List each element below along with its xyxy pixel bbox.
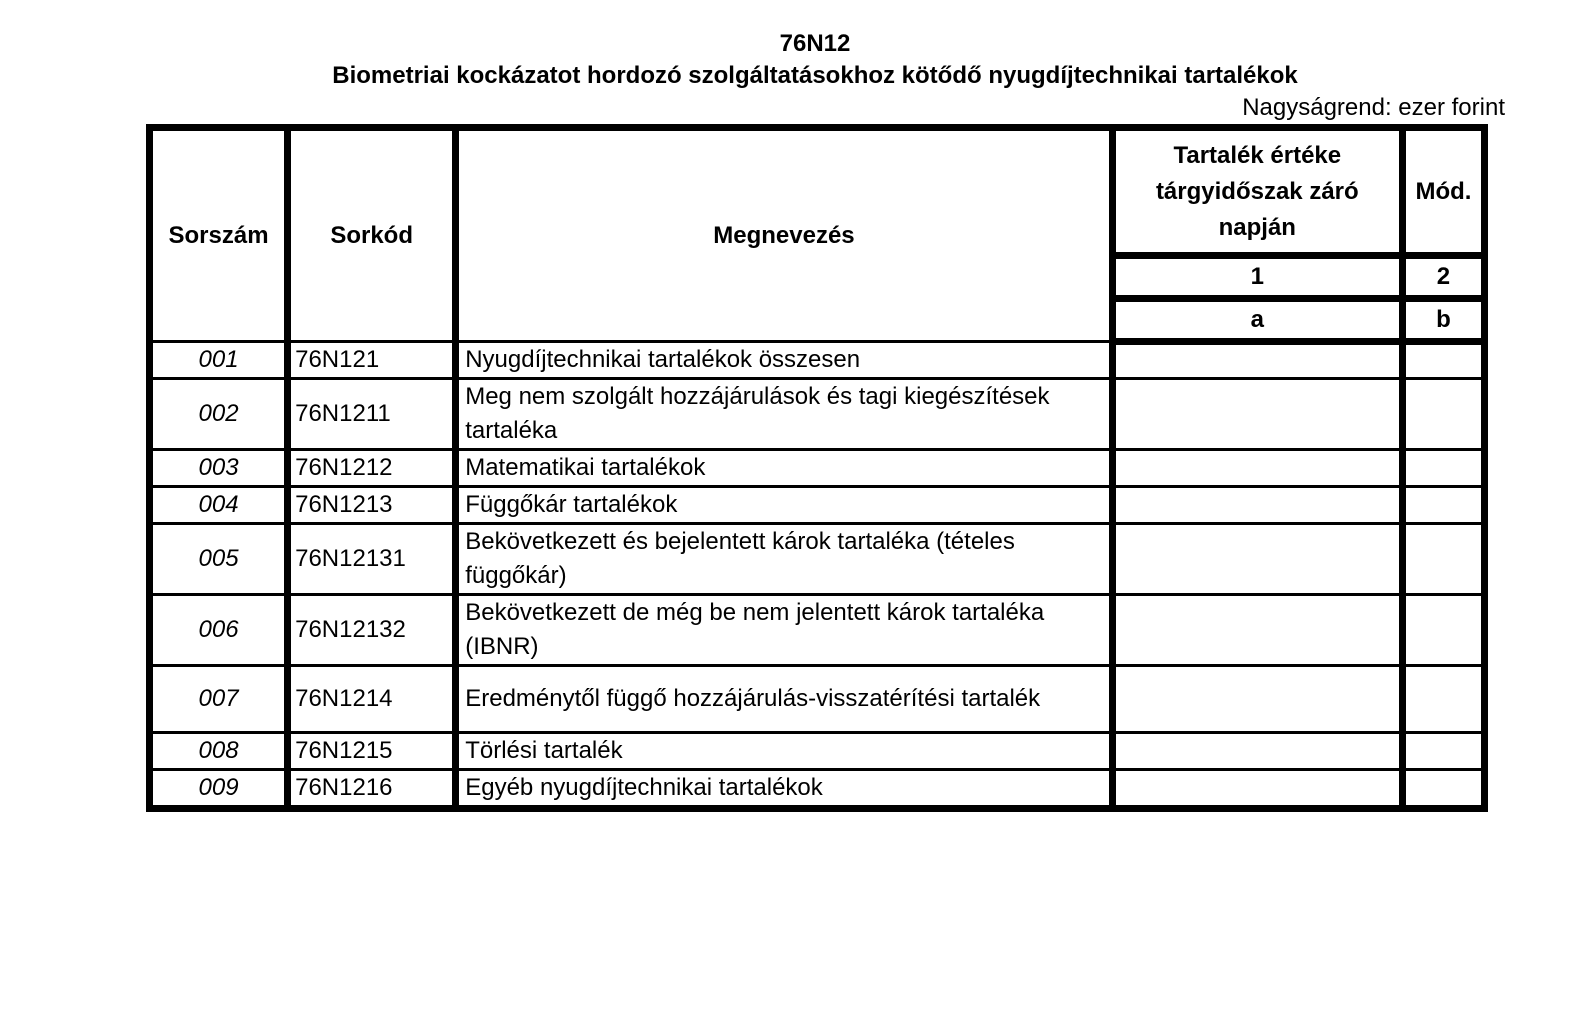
report-title: Biometriai kockázatot hordozó szolgáltatásokhoz kötődő nyugdíjtechnikai tartalékok	[332, 62, 1298, 89]
mod-cell[interactable]	[1402, 379, 1484, 450]
col-header-mod: Mód.	[1402, 128, 1484, 256]
row-code: 76N1211	[288, 379, 456, 450]
table-row	[150, 733, 1485, 770]
table-row	[150, 524, 1485, 595]
row-number: 008	[150, 733, 288, 770]
report-code: 76N12	[779, 30, 851, 57]
col-header-megnevezes: Megnevezés	[456, 128, 1112, 342]
mod-cell[interactable]	[1402, 770, 1484, 809]
col-header-sorkod: Sorkód	[288, 128, 456, 342]
mod-cell[interactable]	[1402, 524, 1484, 595]
col-letter-value: a	[1112, 299, 1402, 342]
table-row	[150, 487, 1485, 524]
row-code: 76N12132	[288, 595, 456, 666]
row-label: Bekövetkezett és bejelentett károk tartaléka (tételes függőkár)	[456, 524, 1112, 595]
reserves-table	[146, 124, 1488, 812]
value-cell[interactable]	[1112, 379, 1402, 450]
row-label: Bekövetkezett de még be nem jelentett károk tartaléka (IBNR)	[456, 595, 1112, 666]
value-cell[interactable]	[1112, 342, 1402, 379]
value-cell[interactable]	[1112, 770, 1402, 809]
value-cell[interactable]	[1112, 666, 1402, 733]
row-number: 001	[150, 342, 288, 379]
value-cell[interactable]	[1112, 487, 1402, 524]
row-number: 005	[150, 524, 288, 595]
col-header-sorszam: Sorszám	[150, 128, 288, 342]
table-row	[150, 666, 1485, 733]
table-header	[150, 128, 1485, 342]
value-cell[interactable]	[1112, 524, 1402, 595]
col-number-mod: 2	[1402, 256, 1484, 299]
mod-cell[interactable]	[1402, 666, 1484, 733]
row-number: 007	[150, 666, 288, 733]
row-label: Törlési tartalék	[456, 733, 1112, 770]
row-number: 004	[150, 487, 288, 524]
row-number: 002	[150, 379, 288, 450]
row-label: Eredménytől függő hozzájárulás-visszatérítési tartalék	[456, 666, 1112, 733]
row-label: Matematikai tartalékok	[456, 450, 1112, 487]
value-cell[interactable]	[1112, 595, 1402, 666]
row-label: Függőkár tartalékok	[456, 487, 1112, 524]
row-code: 76N1214	[288, 666, 456, 733]
table-row	[150, 379, 1485, 450]
table-row	[150, 342, 1485, 379]
row-label: Meg nem szolgált hozzájárulások és tagi kiegészítések tartaléka	[456, 379, 1112, 450]
row-number: 009	[150, 770, 288, 809]
row-number: 006	[150, 595, 288, 666]
col-letter-mod: b	[1402, 299, 1484, 342]
row-number: 003	[150, 450, 288, 487]
row-label: Egyéb nyugdíjtechnikai tartalékok	[456, 770, 1112, 809]
mod-cell[interactable]	[1402, 487, 1484, 524]
col-number-value: 1	[1112, 256, 1402, 299]
unit-note: Nagyságrend: ezer forint	[1242, 94, 1505, 121]
row-code: 76N1212	[288, 450, 456, 487]
row-code: 76N121	[288, 342, 456, 379]
table-row	[150, 770, 1485, 809]
value-cell[interactable]	[1112, 733, 1402, 770]
table-row	[150, 450, 1485, 487]
value-cell[interactable]	[1112, 450, 1402, 487]
col-header-value: Tartalék értéke tárgyidőszak záró napján	[1112, 128, 1402, 256]
mod-cell[interactable]	[1402, 595, 1484, 666]
table-row	[150, 595, 1485, 666]
table-body	[150, 342, 1485, 809]
mod-cell[interactable]	[1402, 450, 1484, 487]
row-code: 76N1215	[288, 733, 456, 770]
row-code: 76N12131	[288, 524, 456, 595]
row-label: Nyugdíjtechnikai tartalékok összesen	[456, 342, 1112, 379]
mod-cell[interactable]	[1402, 733, 1484, 770]
row-code: 76N1213	[288, 487, 456, 524]
row-code: 76N1216	[288, 770, 456, 809]
mod-cell[interactable]	[1402, 342, 1484, 379]
